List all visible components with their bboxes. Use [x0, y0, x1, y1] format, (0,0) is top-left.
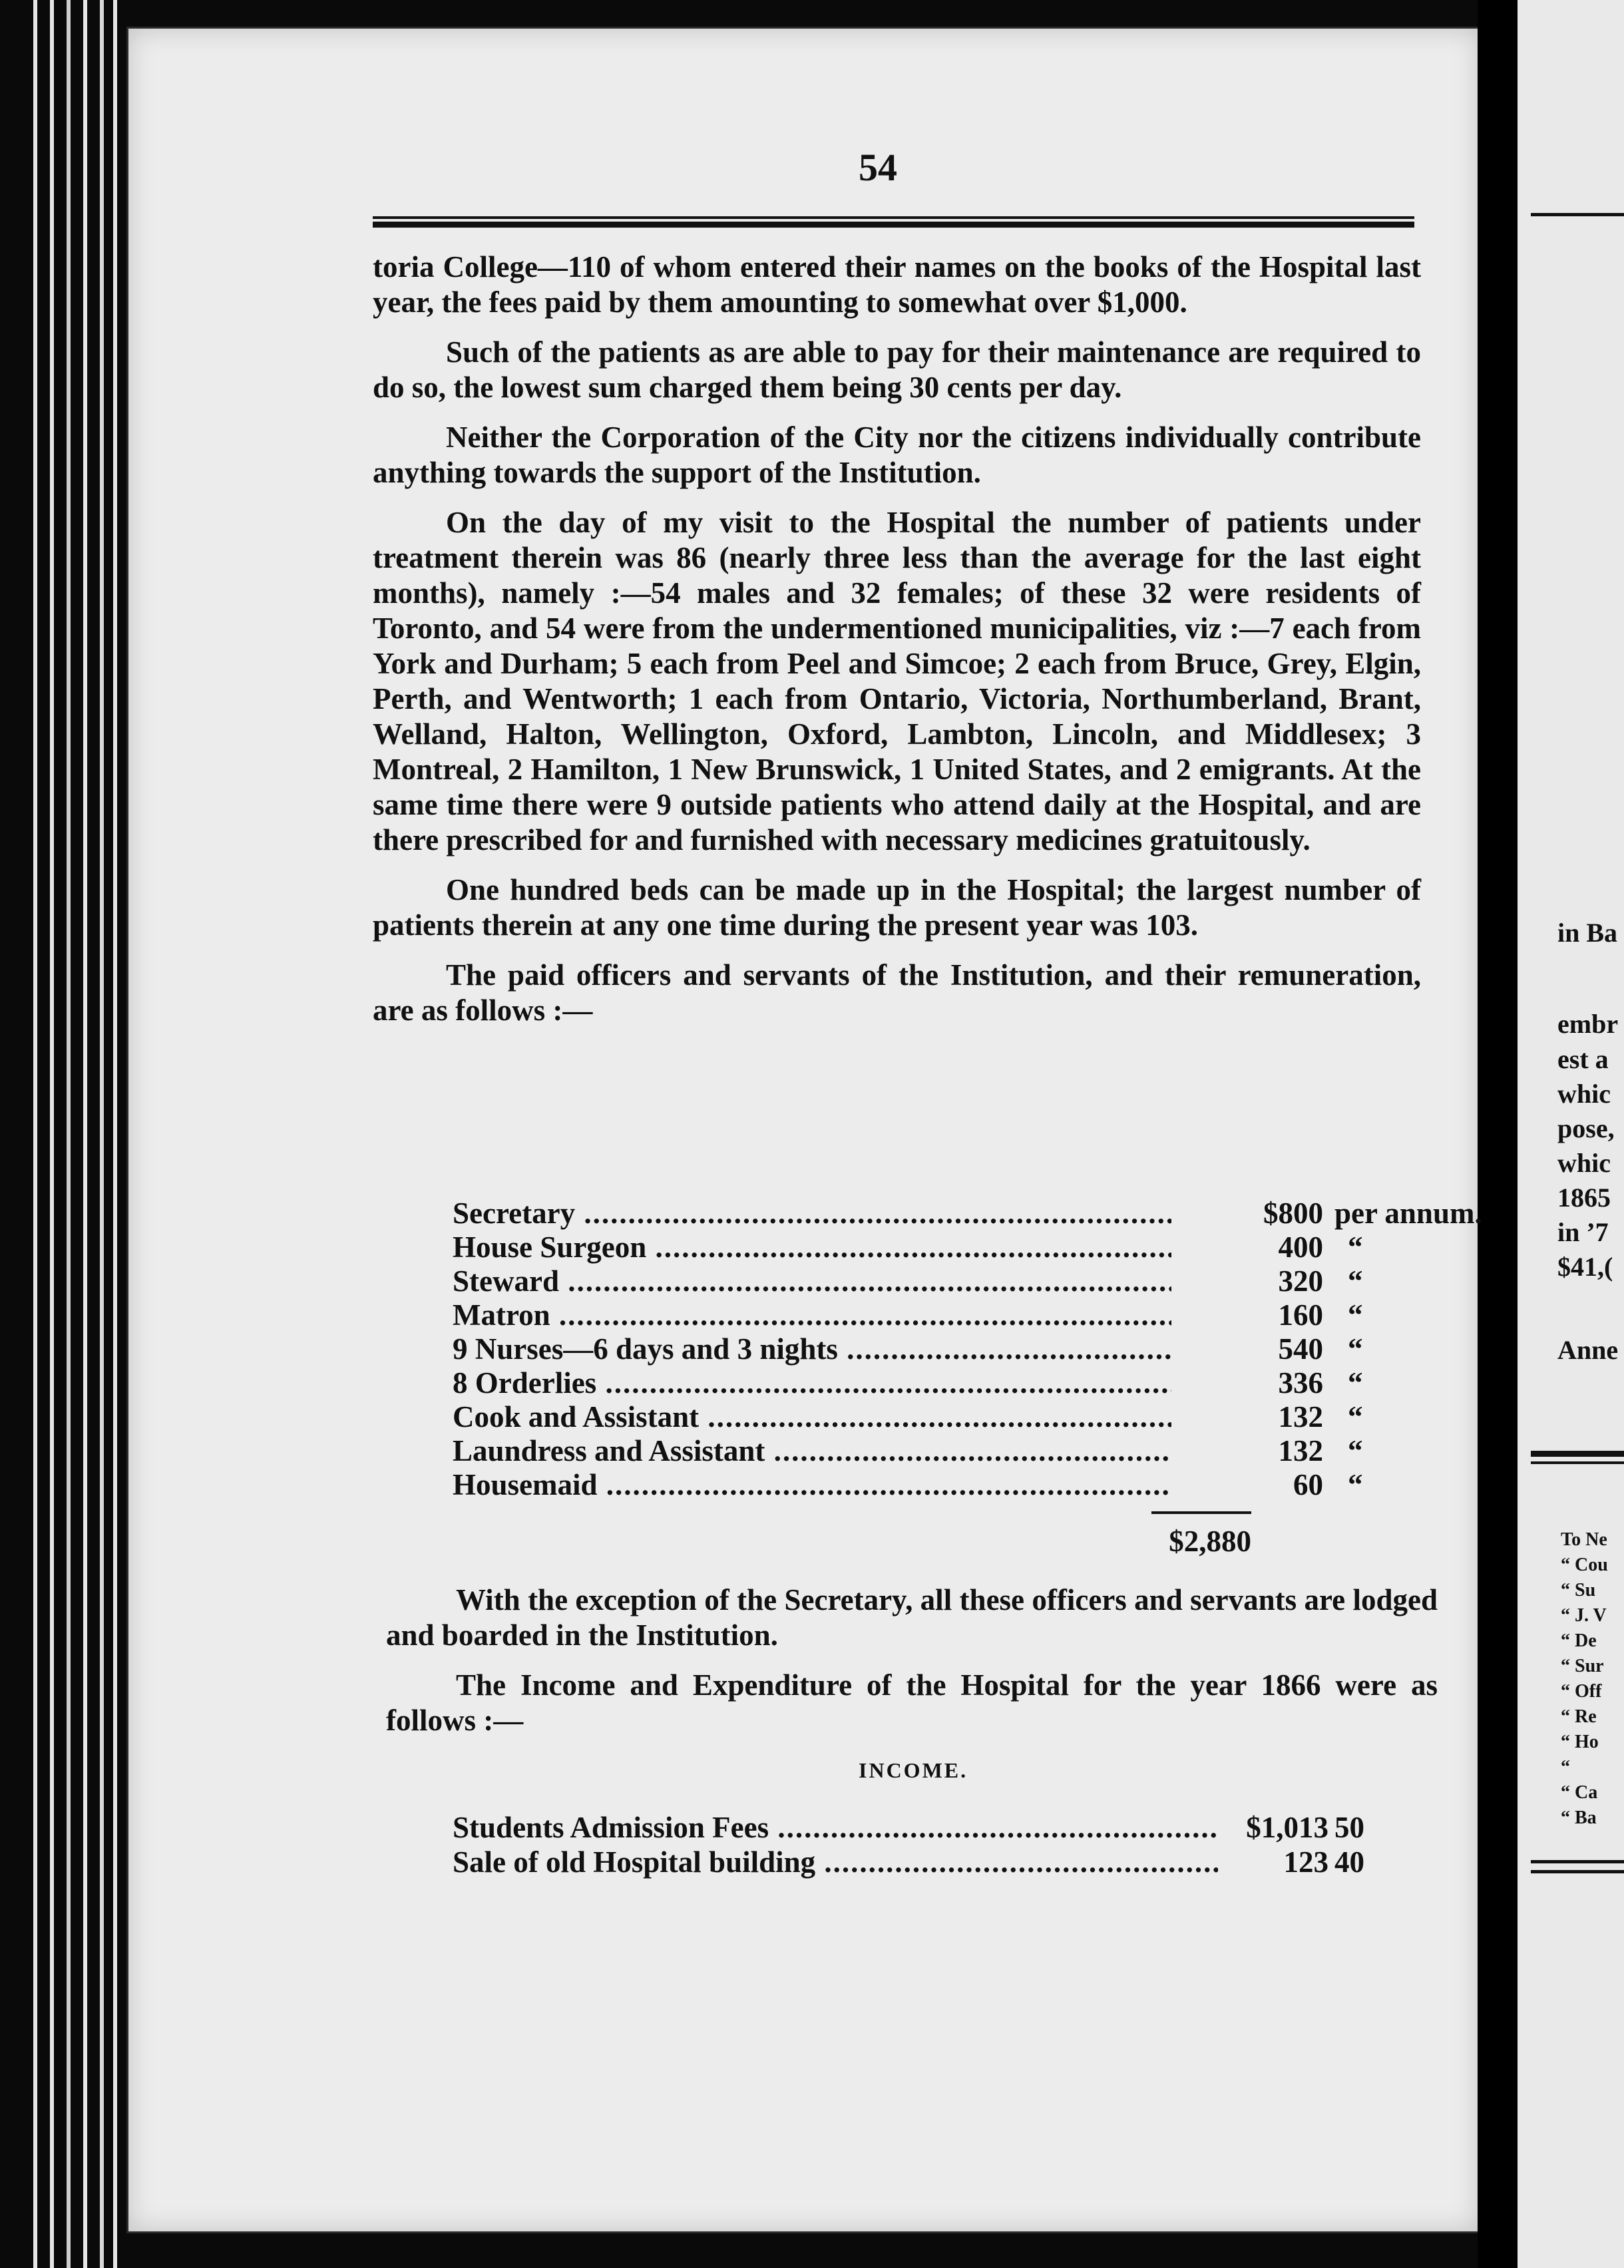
- facing-page-line: 1865: [1557, 1183, 1611, 1213]
- facing-page-line: embr: [1557, 1009, 1619, 1039]
- facing-page-small-line: “ Off: [1561, 1681, 1602, 1702]
- ditto-mark: “: [1348, 1468, 1363, 1501]
- income-dollars: $1,013: [1218, 1810, 1328, 1845]
- facing-page-small-line: “ J. V: [1561, 1605, 1607, 1626]
- salary-amount: 132: [1171, 1400, 1323, 1434]
- header-rule-thick: [373, 222, 1414, 228]
- paragraph-visit-report: On the day of my visit to the Hospital the number of patients under treatment therein was 86 (nearly three less than the average for the last eight months), namely :—54 males and 32 females; of these 32 were residents of Toronto, and 54 were from the undermentioned municipalities, viz :—7 each from York and Durham; 5 each from Peel and Simcoe; 2 each from Bruce, Grey, Elgin, Perth, and Wentworth; 1 each from Ontario, Victoria, Northumberland, Brant, Welland, Halton, Wellington, Oxford, Lambton, Lincoln, and Middlesex; 3 Montreal, 2 Hamilton, 1 New Brunswick, 1 United States, and 2 emigrants. At the same time there were 9 outside patients who attend daily at the Hospital, and are there prescribed for and furnished with necessary medicines gratuitously.: [373, 506, 1421, 856]
- salary-row: [453, 1197, 1482, 1230]
- facing-page-small-line: To Ne: [1561, 1529, 1607, 1550]
- salary-row: [453, 1468, 1438, 1502]
- salary-amount: 336: [1171, 1366, 1323, 1400]
- facing-page-small-line: “ Re: [1561, 1706, 1597, 1727]
- salary-amount: 160: [1171, 1298, 1323, 1332]
- salary-label: Housemaid .....: [453, 1468, 1171, 1502]
- salary-label: Matron .....: [453, 1298, 1171, 1332]
- facing-page: [1504, 0, 1624, 2268]
- income-heading: INCOME.: [859, 1758, 968, 1782]
- income-cents: 50: [1334, 1811, 1364, 1844]
- salary-amount: 132: [1171, 1434, 1323, 1468]
- page-edge: [33, 0, 37, 2268]
- facing-page-line: est a: [1557, 1044, 1609, 1074]
- paragraph-continued: toria College—110 of whom entered their names on the books of the Hospital last year, the fees paid by them amounting to somewhat over $1,000.: [373, 250, 1421, 319]
- salary-label: 9 Nurses—6 days and 3 nights .....: [453, 1332, 1171, 1366]
- facing-page-rule: [1531, 1461, 1624, 1464]
- salary-amount: 320: [1171, 1264, 1323, 1298]
- book-gutter: [1478, 0, 1504, 2268]
- ditto-mark: “: [1348, 1298, 1363, 1332]
- facing-page-line: whic: [1557, 1148, 1611, 1178]
- income-table: [453, 1810, 1384, 1879]
- page-number: 54: [859, 146, 897, 189]
- facing-page-small-line: “ Ba: [1561, 1807, 1597, 1828]
- paragraph-income-intro: The Income and Expenditure of the Hospital for the year 1866 were as follows :—: [386, 1668, 1438, 1737]
- salary-row: [453, 1230, 1438, 1264]
- ditto-mark: “: [1348, 1332, 1363, 1366]
- page-edge: [100, 0, 104, 2268]
- salary-label: 8 Orderlies .....: [453, 1366, 1171, 1400]
- salary-label: Cook and Assistant .....: [453, 1400, 1171, 1434]
- salary-row: [453, 1264, 1438, 1298]
- income-label: Students Admission Fees .....: [453, 1810, 1218, 1845]
- ditto-mark: “: [1348, 1366, 1363, 1400]
- header-rule-thin: [373, 216, 1414, 219]
- facing-page-rule: [1531, 1860, 1624, 1863]
- page-edges: [27, 0, 126, 2268]
- salary-label: House Surgeon .....: [453, 1230, 1171, 1264]
- page-edge: [83, 0, 87, 2268]
- salary-label: Steward .....: [453, 1264, 1171, 1298]
- page-edge: [67, 0, 71, 2268]
- facing-page-small-line: “ Cou: [1561, 1555, 1608, 1575]
- ditto-mark: “: [1348, 1264, 1363, 1298]
- salary-row: [453, 1434, 1438, 1468]
- income-label: Sale of old Hospital building .....: [453, 1845, 1218, 1879]
- facing-page-line: in ’7: [1557, 1217, 1609, 1247]
- ditto-mark: “: [1348, 1230, 1363, 1264]
- facing-page-small-line: “ Ca: [1561, 1782, 1598, 1803]
- salary-amount: 540: [1171, 1332, 1323, 1366]
- income-dollars: 123: [1218, 1845, 1328, 1879]
- facing-page-edge: [1504, 0, 1518, 2268]
- facing-page-small-line: “ Sur: [1561, 1656, 1604, 1676]
- income-row: [453, 1845, 1384, 1879]
- salary-amount: $800: [1171, 1197, 1323, 1230]
- paragraph-city-contribution: Neither the Corporation of the City nor the citizens individually contribute anything towards the support of the Institution.: [373, 421, 1421, 489]
- facing-page-line: pose,: [1557, 1113, 1615, 1143]
- facing-page-small-line: “: [1561, 1757, 1570, 1778]
- salary-table: [453, 1197, 1482, 1502]
- body-text-top: [373, 250, 1421, 1043]
- paragraph-lodging: With the exception of the Secretary, all these officers and servants are lodged and boarded in the Institution.: [386, 1583, 1438, 1652]
- facing-page-line: whic: [1557, 1079, 1611, 1109]
- page-edge: [50, 0, 54, 2268]
- facing-page-line: $41,(: [1557, 1252, 1613, 1282]
- salary-row: [453, 1400, 1438, 1434]
- per-annum-label: per annum.: [1334, 1197, 1482, 1230]
- ditto-mark: “: [1348, 1434, 1363, 1467]
- facing-page-rule: [1531, 1451, 1624, 1457]
- salary-amount: 400: [1171, 1230, 1323, 1264]
- salary-total: $2,880: [1169, 1525, 1251, 1558]
- salary-amount: 60: [1171, 1468, 1323, 1502]
- facing-page-line: Anne: [1557, 1335, 1619, 1365]
- facing-page-small-line: “ Ho: [1561, 1732, 1599, 1752]
- salary-row: [453, 1366, 1438, 1400]
- facing-page-small-line: “ De: [1561, 1630, 1597, 1651]
- facing-page-rule: [1531, 1870, 1624, 1873]
- page-edge: [113, 0, 117, 2268]
- paragraph-beds: One hundred beds can be made up in the Hospital; the largest number of patients therein at any one time during the present year was 103.: [373, 873, 1421, 942]
- facing-page-small-line: “ Su: [1561, 1580, 1596, 1601]
- income-row: [453, 1810, 1384, 1845]
- ditto-mark: “: [1348, 1400, 1363, 1433]
- facing-page-rule: [1531, 213, 1624, 216]
- salary-row: [453, 1298, 1438, 1332]
- salary-label: Laundress and Assistant .....: [453, 1434, 1171, 1468]
- salary-label: Secretary .....: [453, 1197, 1171, 1230]
- paragraph-officers-intro: The paid officers and servants of the Institution, and their remuneration, are as follows :—: [373, 958, 1421, 1027]
- body-text-bottom: [386, 1583, 1438, 1753]
- header-rule: [373, 216, 1414, 228]
- facing-page-line: in Ba: [1557, 918, 1618, 948]
- paragraph-patient-payment: Such of the patients as are able to pay for their maintenance are required to do so, the lowest sum charged them being 30 cents per day.: [373, 335, 1421, 404]
- income-cents: 40: [1334, 1845, 1364, 1879]
- salary-row: [453, 1332, 1438, 1366]
- total-rule: [1151, 1511, 1251, 1514]
